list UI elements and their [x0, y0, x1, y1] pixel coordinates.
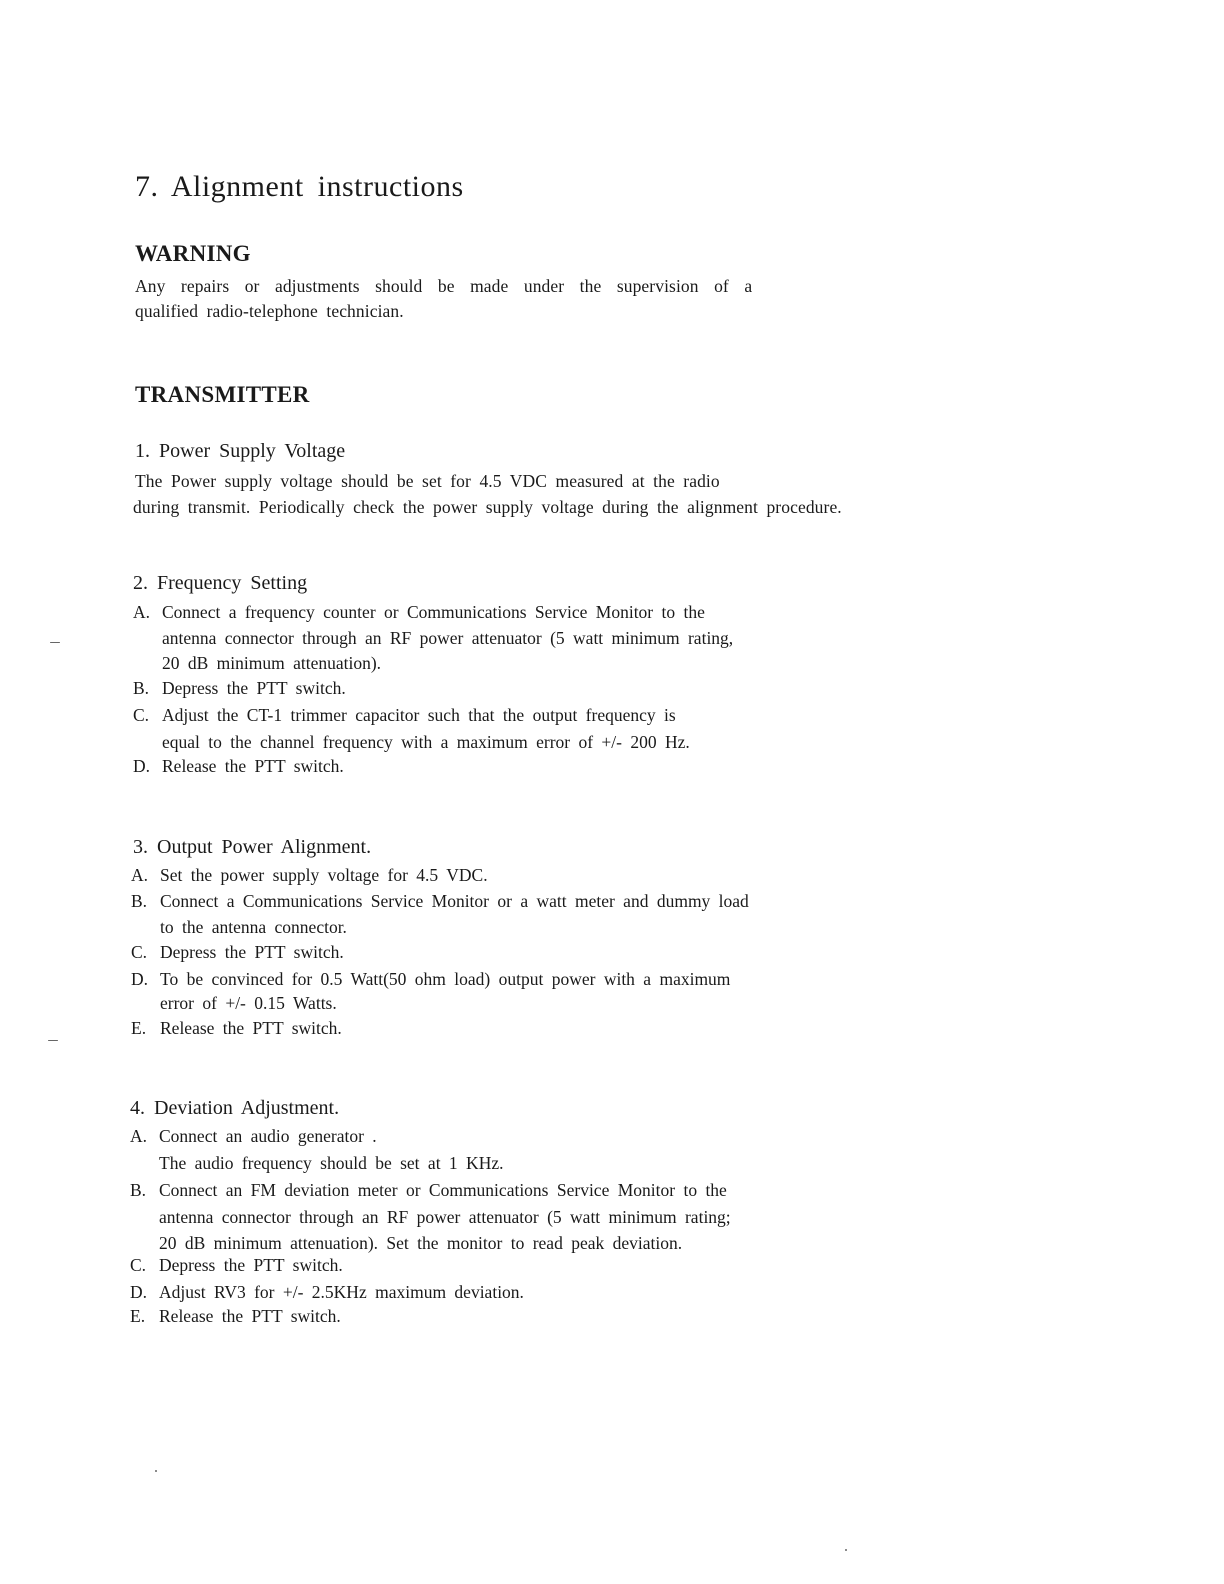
item-label: C. — [130, 1255, 147, 1275]
scan-speck — [845, 1549, 847, 1551]
list-item-line: Set the power supply voltage for 4.5 VDC. — [160, 865, 488, 885]
warning-line-1: Any repairs or adjustments should be made under the supervision of a — [135, 276, 753, 296]
item-label: B. — [133, 678, 150, 698]
list-item-line: Connect an FM deviation meter or Communications Service Monitor to the — [159, 1180, 727, 1200]
list-item-line: Release the PTT switch. — [160, 1018, 342, 1038]
item-label: B. — [130, 1180, 147, 1200]
item-label: E. — [131, 1018, 147, 1038]
list-item-line: equal to the channel frequency with a maximum error of +/- 200 Hz. — [162, 732, 690, 752]
list-item-line: Adjust the CT-1 trimmer capacitor such that the output frequency is — [162, 705, 676, 725]
list-item-line: antenna connector through an RF power attenuator (5 watt minimum rating, — [162, 628, 734, 648]
list-item-line: Connect an audio generator . — [159, 1126, 377, 1146]
warning-heading: WARNING — [135, 241, 251, 266]
list-item-line: to the antenna connector. — [160, 917, 347, 937]
warning-line-2: qualified radio-telephone technician. — [135, 301, 404, 321]
item-label: A. — [133, 602, 151, 622]
item-label: B. — [131, 891, 148, 911]
section-title-frequency-setting: 2. Frequency Setting — [133, 572, 308, 594]
list-item-line: antenna connector through an RF power attenuator (5 watt minimum rating; — [159, 1207, 731, 1227]
list-item-line: Depress the PTT switch. — [159, 1255, 343, 1275]
section-1-line-2: during transmit. Periodically check the power supply voltage during the alignment procedure. — [133, 497, 842, 517]
page-title: 7. Alignment instructions — [135, 170, 464, 203]
list-item-line: Depress the PTT switch. — [162, 678, 346, 698]
list-item-line: 20 dB minimum attenuation). Set the monitor to read peak deviation. — [159, 1233, 683, 1253]
list-item-line: The audio frequency should be set at 1 KHz. — [159, 1153, 504, 1173]
scan-mark — [48, 1040, 58, 1041]
list-item-line: Connect a Communications Service Monitor or a watt meter and dummy load — [160, 891, 749, 911]
item-label: C. — [133, 705, 150, 725]
list-item-line: Adjust RV3 for +/- 2.5KHz maximum deviation. — [159, 1282, 524, 1302]
scan-speck — [155, 1470, 157, 1472]
item-label: D. — [133, 756, 151, 776]
list-item-line: To be convinced for 0.5 Watt(50 ohm load) output power with a maximum — [160, 969, 731, 989]
item-label: D. — [130, 1282, 148, 1302]
list-item-line: Connect a frequency counter or Communications Service Monitor to the — [162, 602, 705, 622]
section-1-line-1: The Power supply voltage should be set for 4.5 VDC measured at the radio — [135, 471, 720, 491]
item-label: D. — [131, 969, 149, 989]
list-item-line: error of +/- 0.15 Watts. — [160, 993, 337, 1013]
item-label: A. — [131, 865, 149, 885]
list-item-line: Release the PTT switch. — [159, 1306, 341, 1326]
list-item-line: 20 dB minimum attenuation). — [162, 653, 382, 673]
transmitter-heading: TRANSMITTER — [135, 382, 310, 407]
item-label: A. — [130, 1126, 148, 1146]
scan-mark — [50, 642, 60, 643]
list-item-line: Depress the PTT switch. — [160, 942, 344, 962]
list-item-line: Release the PTT switch. — [162, 756, 344, 776]
section-title-deviation: 4. Deviation Adjustment. — [130, 1097, 340, 1119]
section-title-power-supply: 1. Power Supply Voltage — [135, 440, 346, 462]
item-label: C. — [131, 942, 148, 962]
section-title-output-power: 3. Output Power Alignment. — [133, 836, 372, 858]
item-label: E. — [130, 1306, 146, 1326]
